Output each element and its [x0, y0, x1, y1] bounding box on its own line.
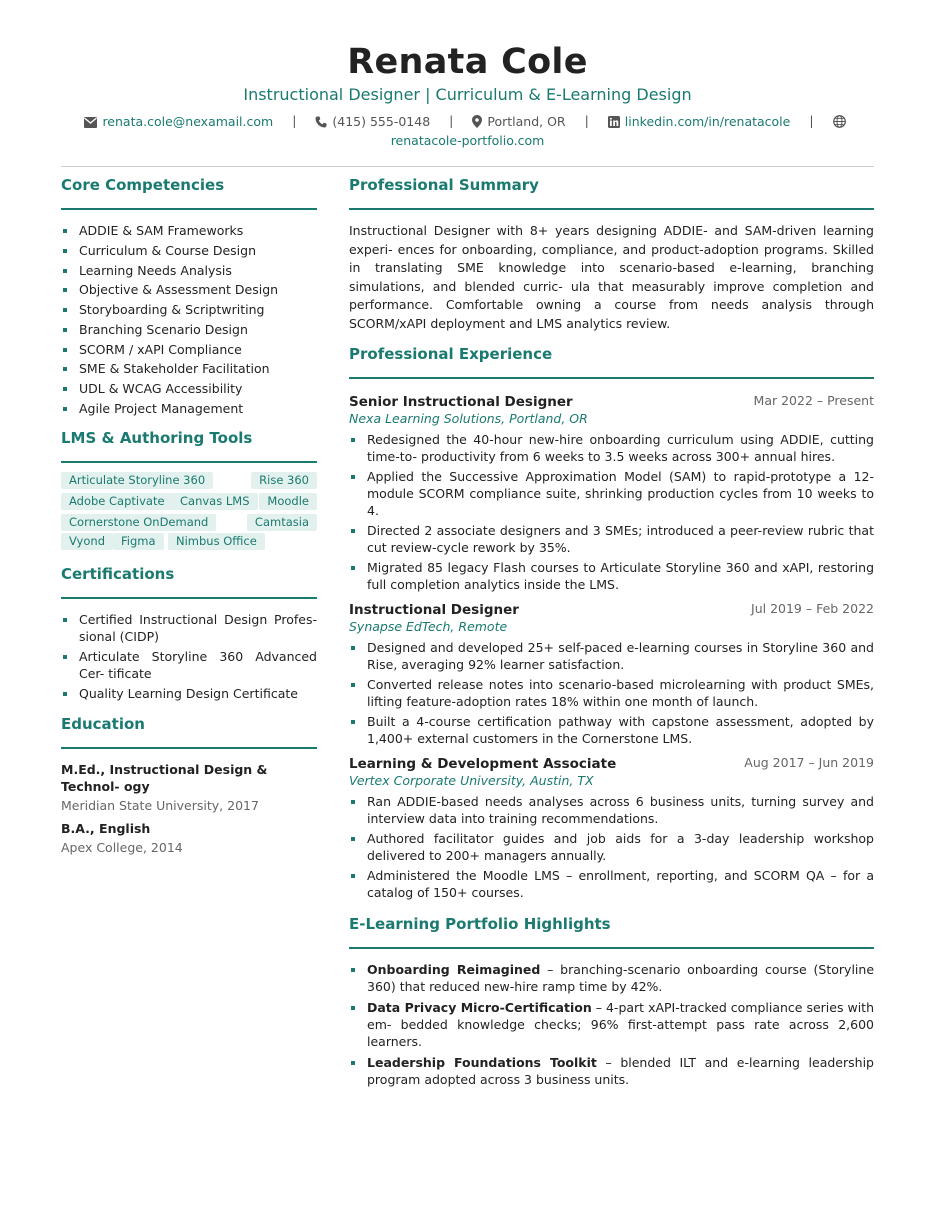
linkedin-link[interactable]: linkedin.com/in/renatacole [624, 113, 791, 129]
job-title: Learning & Development Associate [349, 756, 617, 772]
portfolio-item-desc: – branching-scenario onboarding course (Storyline 360) that reduced new-hire ramp time by 42%. [367, 962, 875, 994]
linkedin-icon [608, 116, 620, 128]
list-item: UDL & WCAG Accessibility [61, 380, 317, 397]
section-title-summary: Professional Summary [349, 176, 539, 194]
job-header [349, 599, 874, 617]
tools-tag-list [61, 472, 317, 563]
tool-tag: Vyond [61, 533, 113, 550]
globe-icon [833, 115, 846, 128]
job-entry [349, 599, 874, 747]
list-item [349, 999, 874, 1050]
tool-tag: Cornerstone OnDemand [61, 514, 216, 531]
list-item: Administered the Moodle LMS – enrollment, reporting, and SCORM QA – for a catalog of 150+ courses. [349, 867, 874, 901]
list-item [349, 961, 874, 995]
section-title-portfolio: E-Learning Portfolio Highlights [349, 915, 611, 933]
education-school: Apex College, 2014 [61, 839, 183, 855]
section-title-competencies: Core Competencies [61, 176, 225, 194]
portfolio-item-name: Leadership Foundations Toolkit [367, 1055, 597, 1070]
list-item: Certified Instructional Design Profes- sional (CIDP) [61, 611, 317, 645]
contact-separator: | [449, 113, 454, 128]
website-link[interactable]: renatacole-portfolio.com [390, 132, 545, 148]
section-rule [61, 597, 317, 599]
phone-icon [315, 116, 327, 128]
certifications-list [61, 611, 317, 702]
job-bullets [349, 431, 874, 593]
tool-tag: Moodle [259, 493, 317, 510]
section-rule [61, 747, 317, 749]
email-link[interactable]: renata.cole@nexamail.com [102, 113, 274, 129]
list-item: Storyboarding & Scriptwriting [61, 301, 317, 318]
list-item: Quality Learning Design Certificate [61, 685, 317, 702]
list-item: Built a 4-course certification pathway with capstone assessment, adopted by 1,400+ external customers in the Cornerstone LMS. [349, 713, 874, 747]
list-item: Directed 2 associate designers and 3 SMEs; introduced a peer-review rubric that cut review-cycle rework by 35%. [349, 522, 874, 556]
job-header [349, 391, 874, 409]
education-degree: M.Ed., Instructional Design & Technol- ogy [61, 761, 268, 794]
contact-separator: | [809, 113, 814, 128]
list-item: Converted release notes into scenario-based microlearning with product SMEs, lifting feature-adoption rates 18% within one month of launch. [349, 676, 874, 710]
list-item [349, 1054, 874, 1088]
list-item: Applied the Successive Approximation Model (SAM) to rapid-prototype a 12-module SCORM compliance suite, shrinking production cycles from 10 weeks to 4. [349, 468, 874, 519]
contact-bar [0, 112, 935, 150]
job-bullets [349, 639, 874, 747]
job-dates: Mar 2022 – Present [753, 393, 874, 408]
left-column [61, 174, 317, 856]
envelope-icon [84, 117, 97, 128]
candidate-name: Renata Cole [347, 42, 588, 82]
list-item: Migrated 85 legacy Flash courses to Articulate Storyline 360 and xAPI, restoring full completion analytics inside the LMS. [349, 559, 874, 593]
section-rule [61, 208, 317, 210]
education-entry [61, 761, 317, 814]
competencies-list [61, 222, 317, 417]
candidate-subtitle: Instructional Designer | Curriculum & E-Learning Design [243, 85, 692, 104]
list-item: SCORM / xAPI Compliance [61, 341, 317, 358]
location-text: Portland, OR [487, 113, 566, 129]
list-item: Authored facilitator guides and job aids for a 3-day leadership workshop delivered to 200+ managers annually. [349, 830, 874, 864]
job-dates: Jul 2019 – Feb 2022 [751, 601, 874, 616]
list-item: Redesigned the 40-hour new-hire onboarding curriculum using ADDIE, cutting time-to- productivity from 6 weeks to 3.5 weeks across 300+ annual hires. [349, 431, 874, 465]
section-rule [349, 947, 874, 949]
education-entry [61, 820, 317, 856]
list-item: Curriculum & Course Design [61, 242, 317, 259]
phone-number: (415) 555-0148 [332, 113, 431, 129]
job-bullets [349, 793, 874, 901]
contact-linkedin[interactable] [608, 113, 791, 131]
tool-tag: Canvas LMS [172, 493, 258, 510]
map-pin-icon [472, 115, 482, 128]
education-degree: B.A., English [61, 820, 151, 836]
right-column [349, 174, 874, 1092]
list-item: Designed and developed 25+ self-paced e-learning courses in Storyline 360 and Rise, averaging 92% learner satisfaction. [349, 639, 874, 673]
job-company: Nexa Learning Solutions, Portland, OR [349, 411, 588, 426]
job-header [349, 753, 874, 771]
job-entry [349, 391, 874, 593]
summary-text: Instructional Designer with 8+ years designing ADDIE- and SAM-driven learning experi- ences for onboarding, compliance, and product-adoption programs. Skilled in translating SME knowledge into scenario-based e-learning, branching simulations, and blended curric- ula that measurably improve completion and performance. Comfortable owning a course from needs analysis through SCORM/xAPI deployment and LMS analytics review. [349, 223, 874, 331]
tool-tag: Figma [113, 533, 164, 550]
tool-tag: Articulate Storyline 360 [61, 472, 213, 489]
job-title: Senior Instructional Designer [349, 394, 573, 410]
section-title-education: Education [61, 714, 145, 733]
list-item: Agile Project Management [61, 400, 317, 417]
job-company: Vertex Corporate University, Austin, TX [349, 773, 594, 788]
job-entry [349, 753, 874, 901]
education-school: Meridian State University, 2017 [61, 797, 259, 813]
list-item: Objective & Assessment Design [61, 281, 317, 298]
portfolio-item-desc: – blended ILT and e-learning leadership program adopted across 3 business units. [367, 1055, 874, 1087]
list-item: Ran ADDIE-based needs analyses across 6 business units, turning survey and interview data into training recommendations. [349, 793, 874, 827]
portfolio-item-name: Data Privacy Micro-Certification [367, 1000, 592, 1015]
portfolio-list [349, 961, 874, 1088]
section-rule [61, 461, 317, 463]
portfolio-item-name: Onboarding Reimagined [367, 962, 541, 977]
contact-separator: | [584, 113, 589, 128]
list-item: ADDIE & SAM Frameworks [61, 222, 317, 239]
list-item: Learning Needs Analysis [61, 262, 317, 279]
contact-website [833, 113, 851, 131]
list-item: Articulate Storyline 360 Advanced Cer- tificate [61, 648, 317, 682]
job-company: Synapse EdTech, Remote [349, 619, 508, 634]
job-dates: Aug 2017 – Jun 2019 [744, 755, 874, 770]
resume-header [0, 40, 935, 150]
section-title-certifications: Certifications [61, 564, 175, 583]
header-divider [61, 166, 874, 167]
section-title-tools: LMS & Authoring Tools [61, 428, 253, 447]
tool-tag: Rise 360 [251, 472, 317, 489]
section-rule [349, 377, 874, 379]
contact-email[interactable] [84, 113, 273, 131]
job-title: Instructional Designer [349, 602, 519, 618]
contact-phone [315, 113, 430, 131]
list-item: Branching Scenario Design [61, 321, 317, 338]
contact-separator: | [292, 113, 297, 128]
tool-tag: Camtasia [247, 514, 317, 531]
contact-location [472, 113, 565, 131]
section-rule [349, 208, 874, 210]
list-item: SME & Stakeholder Facilitation [61, 360, 317, 377]
portfolio-item-desc: – 4-part xAPI-tracked compliance series with em- bedded knowledge checks; 96% first-attempt pass rate across 2,600 learners. [367, 1000, 874, 1049]
section-title-experience: Professional Experience [349, 345, 553, 363]
tool-tag: Nimbus Office [168, 533, 265, 550]
tool-tag: Adobe Captivate [61, 493, 173, 510]
